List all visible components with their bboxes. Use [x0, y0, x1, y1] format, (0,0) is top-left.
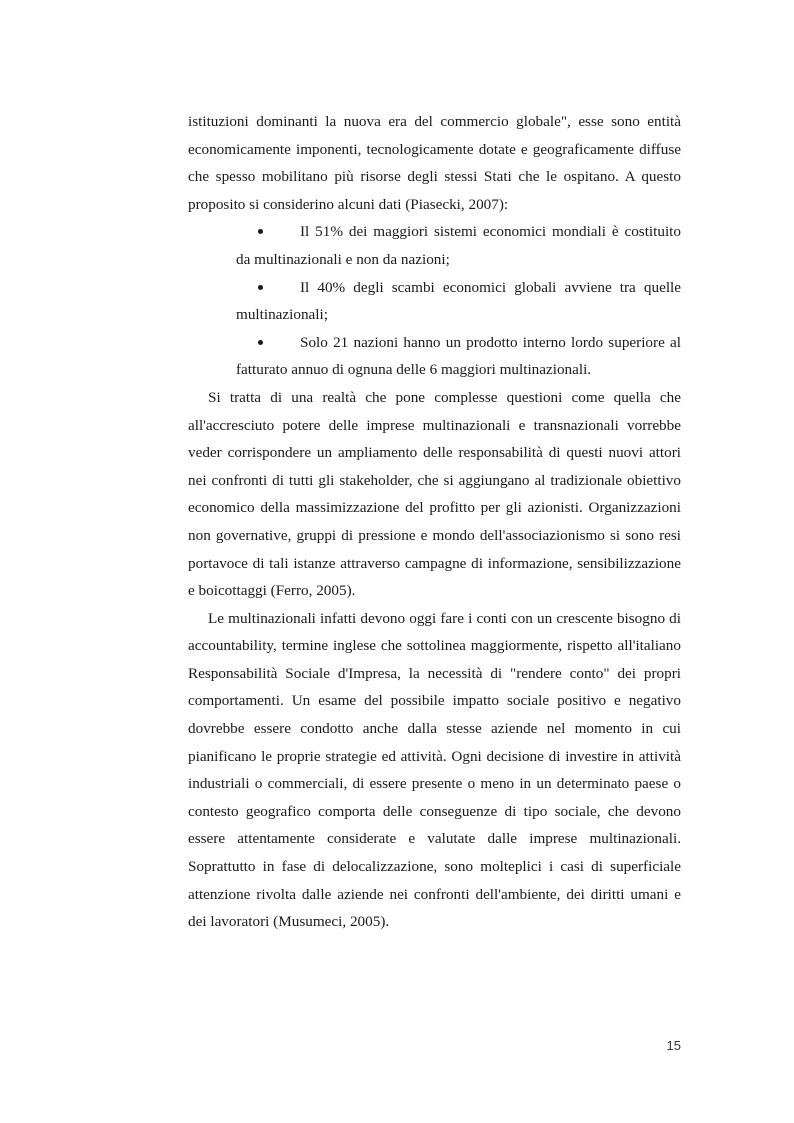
page-number: 15 — [666, 1038, 681, 1053]
bullet-item — [236, 218, 681, 273]
bullet-text: Il 51% dei maggiori sistemi economici mondiali è costituito da multinazionali e non da nazioni; — [236, 223, 681, 268]
bullet-item — [236, 274, 681, 329]
bullet-text: Il 40% degli scambi economici globali avviene tra quelle multinazionali; — [236, 278, 681, 324]
bullet-icon — [258, 285, 263, 290]
bullet-item — [236, 329, 681, 384]
body-paragraph: Si tratta di una realtà che pone complesse questioni come quella che all'accresciuto potere delle imprese multinazionali e transnazionali vorrebbe veder corrispondere un ampliamento delle responsabilità di questi nuovi attori nei confronti di tutti gli stakeholder, che si aggiungano al tradizionale obiettivo economico della massimizzazione del profitto per gli azionisti. Organizzazioni non governative, gruppi di pressione e mondo dell'associazionismo si sono resi portavoce di tali istanze attraverso campagne di informazione, sensibilizzazione e boicottaggi (Ferro, 2005). — [188, 388, 681, 600]
body-paragraph: Le multinazionali infatti devono oggi fare i conti con un crescente bisogno di accountability, termine inglese che sottolinea maggiormente, rispetto all'italiano Responsabilità Sociale d'Impresa, la necessità di "rendere conto" dei propri comportamenti. Un esame del possibile impatto sociale positivo e negativo dovrebbe essere condotto anche dalla stesse aziende nel momento in cui pianificano le proprie strategie ed attività. Ogni decisione di investire in attività industriali o commerciali, di essere presente o meno in un determinato paese o contesto geografico comporta delle conseguenze di tipo sociale, che devono essere attentamente considerate e valutate dalle imprese multinazionali. Soprattutto in fase di delocalizzazione, sono molteplici i casi di superficiale attenzione rivolta dalle aziende nei confronti dell'ambiente, dei diritti umani e dei lavoratori (Musumeci, 2005). — [188, 609, 681, 931]
bullet-text: Solo 21 nazioni hanno un prodotto interno lordo superiore al fatturato annuo di ognuna delle 6 maggiori multinazionali. — [236, 333, 681, 379]
bullet-icon — [258, 340, 263, 345]
document-page — [188, 108, 681, 936]
data-bullet-list — [188, 218, 681, 384]
intro-paragraph: istituzioni dominanti la nuova era del commercio globale", esse sono entità economicamente imponenti, tecnologicamente dotate e geograficamente diffuse che spesso mobilitano più risorse degli stessi Stati che le ospitano. A questo proposito si considerino alcuni dati (Piasecki, 2007): — [188, 113, 681, 213]
bullet-icon — [258, 229, 263, 234]
